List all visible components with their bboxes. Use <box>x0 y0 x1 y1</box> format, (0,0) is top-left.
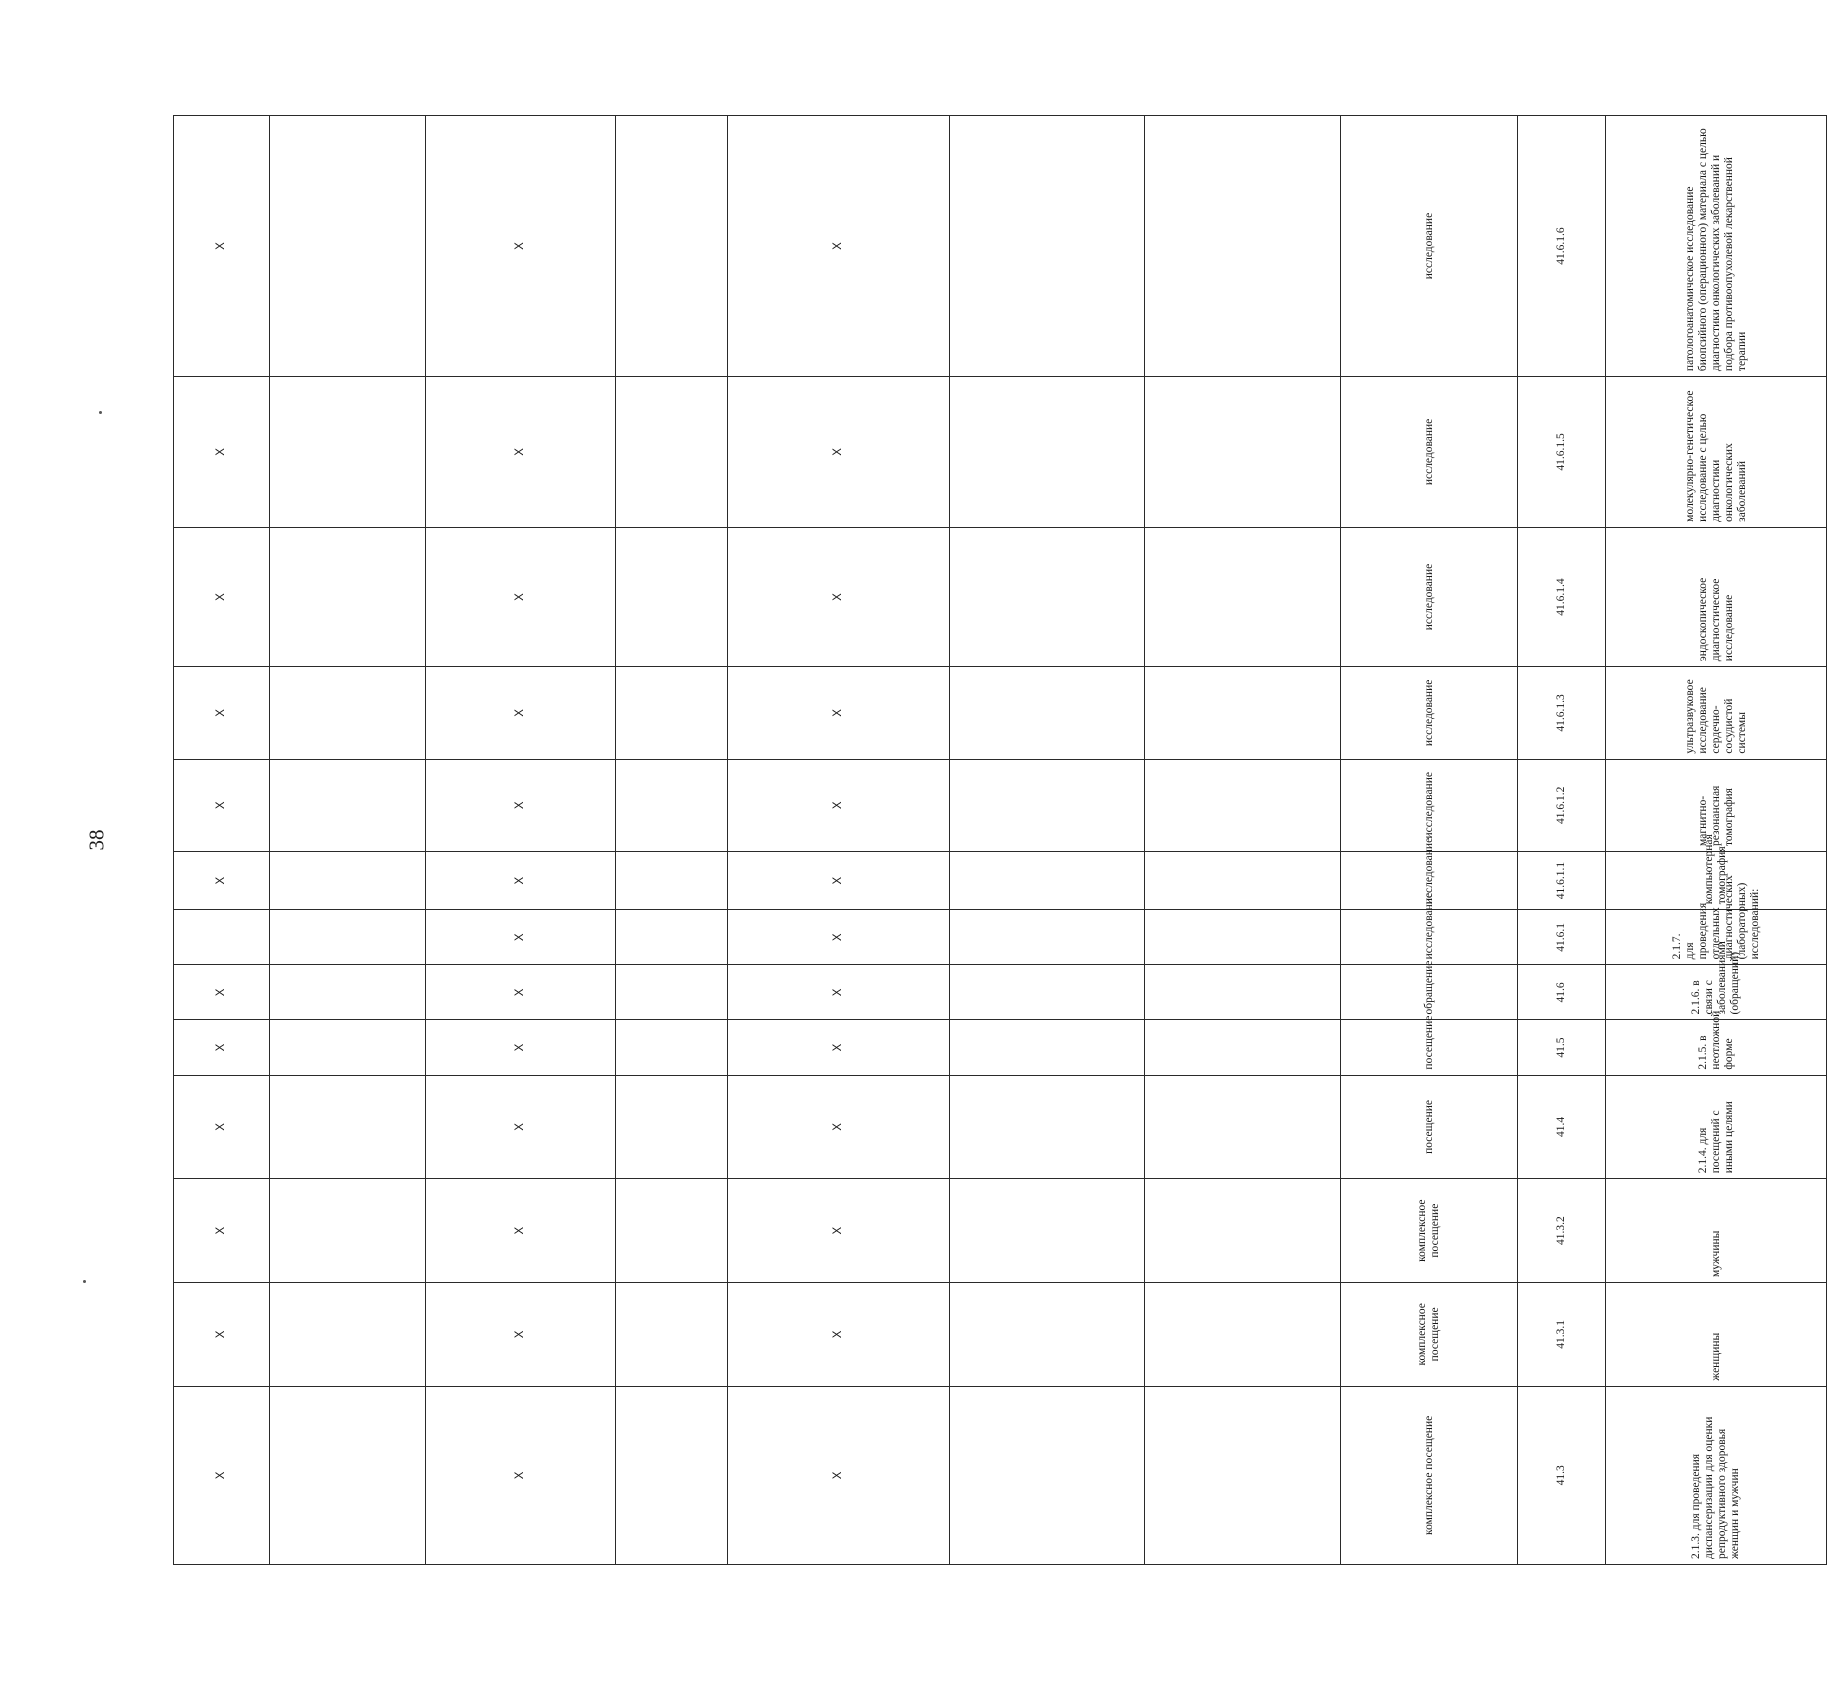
cell-code: 41.6.1.2 <box>1518 759 1606 851</box>
empty-cell <box>1145 910 1341 965</box>
cell-unit: посещение <box>1341 1020 1518 1075</box>
cell-unit: исследование <box>1341 851 1518 909</box>
table-field-row <box>728 116 950 1565</box>
empty-cell <box>1145 1179 1341 1283</box>
cell-name: компьютерная томография <box>1606 851 1827 909</box>
cell-c7: X <box>426 527 616 666</box>
empty-cell <box>616 1020 728 1075</box>
cell-c7: X <box>426 1179 616 1283</box>
empty-cell <box>950 759 1145 851</box>
cell-c5: X <box>728 1179 950 1283</box>
table-field-row <box>1145 116 1341 1565</box>
empty-cell <box>1145 116 1341 377</box>
cell-c9: X <box>174 377 270 528</box>
cell-c7: X <box>426 759 616 851</box>
empty-cell <box>1145 667 1341 759</box>
cell-c7: X <box>426 965 616 1020</box>
cell-c7: X <box>426 667 616 759</box>
empty-cell <box>950 377 1145 528</box>
cell-name: 2.1.4. для посещений с иными целями <box>1606 1075 1827 1179</box>
cell-c7: X <box>426 116 616 377</box>
cell-code: 41.6.1.1 <box>1518 851 1606 909</box>
empty-cell <box>950 1179 1145 1283</box>
cell-unit: исследование <box>1341 527 1518 666</box>
cell-c5: X <box>728 1020 950 1075</box>
cell-name: мужчины <box>1606 1179 1827 1283</box>
cell-unit: комплексное посещение <box>1341 1386 1518 1564</box>
cell-unit: исследование <box>1341 759 1518 851</box>
scan-speck <box>83 1280 86 1283</box>
cell-code: 41.3.2 <box>1518 1179 1606 1283</box>
empty-cell <box>616 527 728 666</box>
empty-cell <box>616 1179 728 1283</box>
cell-c9: X <box>174 1283 270 1387</box>
cell-c7: X <box>426 377 616 528</box>
empty-cell <box>270 910 426 965</box>
empty-cell <box>1145 1075 1341 1179</box>
cell-c5: X <box>728 377 950 528</box>
cell-c7: X <box>426 1283 616 1387</box>
data-table <box>173 115 1827 1565</box>
cell-code: 41.6.1 <box>1518 910 1606 965</box>
cell-unit: посещение <box>1341 1075 1518 1179</box>
cell-code: 41.3 <box>1518 1386 1606 1564</box>
cell-c9: X <box>174 1075 270 1179</box>
cell-code: 41.6.1.4 <box>1518 527 1606 666</box>
table-field-row <box>1341 116 1518 1565</box>
empty-cell <box>616 667 728 759</box>
empty-cell <box>1145 1283 1341 1387</box>
cell-c5: X <box>728 910 950 965</box>
cell-name: молекулярно-генетическое исследование с целью диагностики онкологических заболеваний <box>1606 377 1827 528</box>
cell-c5: X <box>728 1283 950 1387</box>
cell-name: 2.1.7. для проведения отдельных диагностических (лабораторных) исследований: <box>1606 910 1827 965</box>
empty-cell <box>1145 377 1341 528</box>
empty-cell <box>270 851 426 909</box>
cell-unit: исследование <box>1341 667 1518 759</box>
cell-c9 <box>174 910 270 965</box>
empty-cell <box>950 1283 1145 1387</box>
empty-cell <box>270 377 426 528</box>
empty-cell <box>1145 1386 1341 1564</box>
cell-code: 41.6.1.3 <box>1518 667 1606 759</box>
cell-name: женщины <box>1606 1283 1827 1387</box>
cell-c5: X <box>728 667 950 759</box>
empty-cell <box>616 1283 728 1387</box>
cell-code: 41.6.1.5 <box>1518 377 1606 528</box>
scan-speck <box>99 411 102 414</box>
cell-c9: X <box>174 965 270 1020</box>
empty-cell <box>950 667 1145 759</box>
empty-cell <box>950 965 1145 1020</box>
empty-cell <box>616 1075 728 1179</box>
cell-name: 2.1.6. в связи с заболеваниями (обращений) <box>1606 965 1827 1020</box>
empty-cell <box>270 1075 426 1179</box>
cell-c5: X <box>728 1075 950 1179</box>
cell-name: магнитно-резонансная томография <box>1606 759 1827 851</box>
empty-cell <box>270 527 426 666</box>
cell-unit: исследование <box>1341 377 1518 528</box>
cell-c7: X <box>426 1386 616 1564</box>
empty-cell <box>950 1386 1145 1564</box>
cell-code: 41.4 <box>1518 1075 1606 1179</box>
empty-cell <box>616 851 728 909</box>
empty-cell <box>1145 759 1341 851</box>
cell-code: 41.6 <box>1518 965 1606 1020</box>
table-body <box>174 116 1827 1565</box>
empty-cell <box>950 527 1145 666</box>
empty-cell <box>616 965 728 1020</box>
table-field-row <box>174 116 270 1565</box>
cell-code: 41.5 <box>1518 1020 1606 1075</box>
cell-name: эндоскопическое диагностическое исследование <box>1606 527 1827 666</box>
cell-unit: обращение <box>1341 965 1518 1020</box>
cell-c5: X <box>728 116 950 377</box>
cell-name: 2.1.3. для проведения диспансеризации для оценки репродуктивного здоровья женщин и мужчин <box>1606 1386 1827 1564</box>
empty-cell <box>270 965 426 1020</box>
cell-unit: комплексное посещение <box>1341 1179 1518 1283</box>
table-field-row <box>426 116 616 1565</box>
empty-cell <box>616 910 728 965</box>
empty-cell <box>270 1020 426 1075</box>
empty-cell <box>1145 965 1341 1020</box>
cell-c9: X <box>174 116 270 377</box>
cell-c9: X <box>174 667 270 759</box>
empty-cell <box>616 116 728 377</box>
table-field-row <box>1606 116 1827 1565</box>
empty-cell <box>950 851 1145 909</box>
cell-c7: X <box>426 910 616 965</box>
data-table-frame <box>173 115 1761 1565</box>
cell-name: 2.1.5. в неотложной форме <box>1606 1020 1827 1075</box>
cell-c7: X <box>426 1075 616 1179</box>
table-field-row <box>950 116 1145 1565</box>
cell-c9: X <box>174 527 270 666</box>
empty-cell <box>1145 527 1341 666</box>
cell-c7: X <box>426 851 616 909</box>
empty-cell <box>270 1386 426 1564</box>
empty-cell <box>1145 851 1341 909</box>
page-number: 38 <box>84 829 109 851</box>
empty-cell <box>270 667 426 759</box>
empty-cell <box>270 1283 426 1387</box>
cell-c9: X <box>174 1020 270 1075</box>
cell-c5: X <box>728 965 950 1020</box>
cell-unit: исследование <box>1341 116 1518 377</box>
empty-cell <box>950 1075 1145 1179</box>
table-field-row <box>1518 116 1606 1565</box>
cell-c5: X <box>728 851 950 909</box>
cell-unit: исследование <box>1341 910 1518 965</box>
empty-cell <box>616 1386 728 1564</box>
cell-name: ультразвуковое исследование сердечно-сосудистой системы <box>1606 667 1827 759</box>
cell-c5: X <box>728 527 950 666</box>
empty-cell <box>1145 1020 1341 1075</box>
empty-cell <box>616 377 728 528</box>
cell-c5: X <box>728 759 950 851</box>
empty-cell <box>950 1020 1145 1075</box>
empty-cell <box>270 1179 426 1283</box>
table-field-row <box>616 116 728 1565</box>
cell-c9: X <box>174 851 270 909</box>
cell-name: патологоанатомическое исследование биопсийного (операционного) материала с целью диагностики онкологических заболеваний и подбора противоопухолевой лекарственной терапии <box>1606 116 1827 377</box>
empty-cell <box>950 910 1145 965</box>
empty-cell <box>270 759 426 851</box>
cell-code: 41.6.1.6 <box>1518 116 1606 377</box>
empty-cell <box>616 759 728 851</box>
cell-code: 41.3.1 <box>1518 1283 1606 1387</box>
cell-c9: X <box>174 1386 270 1564</box>
empty-cell <box>950 116 1145 377</box>
cell-unit: комплексное посещение <box>1341 1283 1518 1387</box>
cell-c7: X <box>426 1020 616 1075</box>
empty-cell <box>270 116 426 377</box>
cell-c5: X <box>728 1386 950 1564</box>
cell-c9: X <box>174 1179 270 1283</box>
table-field-row <box>270 116 426 1565</box>
cell-c9: X <box>174 759 270 851</box>
